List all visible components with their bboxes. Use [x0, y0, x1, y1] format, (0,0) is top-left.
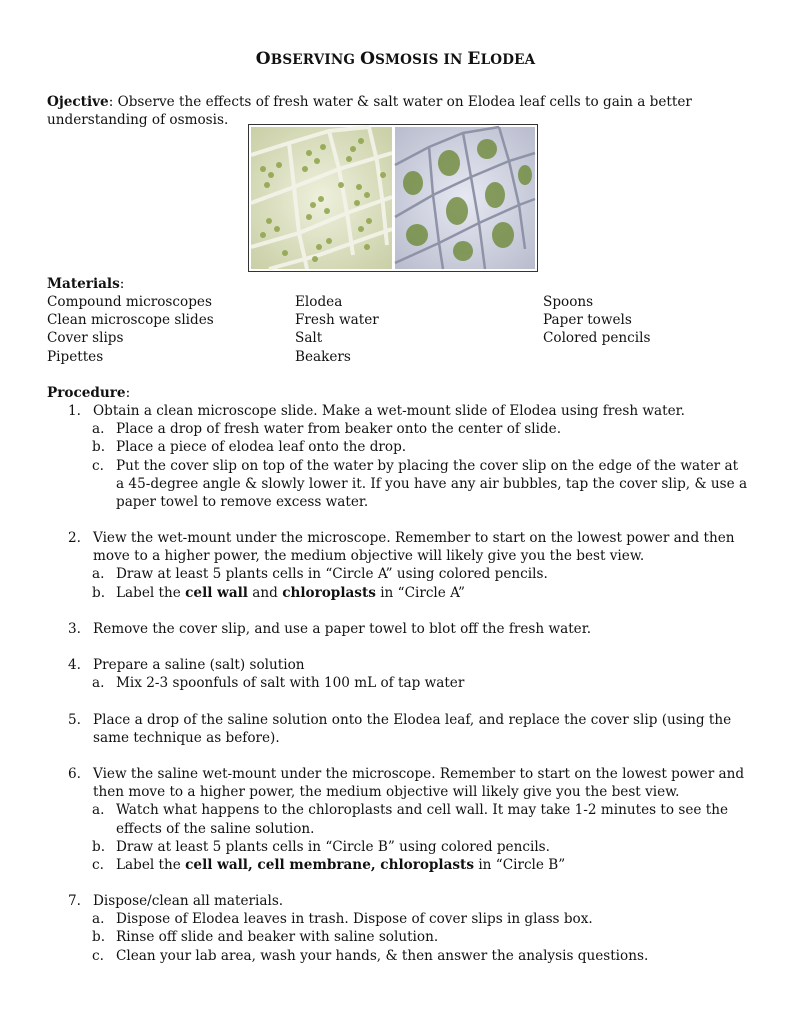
material-item: Fresh water — [295, 312, 379, 329]
material-item: Paper towels — [543, 312, 632, 329]
material-item: Beakers — [295, 348, 351, 365]
substep-1c: c. Put the cover slip on top of the water by placing the cover slip on the edge of the water at a 45-degree angle & slowly lower it. If you have any air bubbles, tap the cover slip, & use a paper towel to remove excess water. — [92, 457, 748, 511]
saline-cells-image — [395, 127, 535, 269]
procedure-step-7: 7. Dispose/clean all materials. a. Dispose of Elodea leaves in trash. Dispose of cover slips in glass box. b. Rinse off slide and beaker with saline solution. c. Clean your lab area, wash your hands, & then answer the analysis questions. — [68, 892, 748, 965]
material-item: Spoons — [543, 294, 594, 310]
substep-7c: c. Clean your lab area, wash your hands, & then answer the analysis questions. — [92, 947, 649, 964]
procedure-step-3: 3. Remove the cover slip, and use a paper towel to blot off the fresh water. — [68, 621, 592, 637]
fresh-water-cells-image — [251, 127, 392, 269]
procedure-step-4: 4. Prepare a saline (salt) solution a. Mix 2-3 spoonfuls of salt with 100 mL of tap water — [68, 656, 748, 692]
objective-label: Ojective — [47, 94, 109, 110]
material-item: Clean microscope slides — [47, 312, 214, 329]
procedure-heading: Procedure: — [47, 385, 131, 401]
procedure-step-2: 2. View the wet-mount under the microscope. Remember to start on the lowest power and then move to a higher power, the medium objective will likely give you the best view. a. Draw at least 5 plants cells in “Circle A” using colored pencils. b. Label the cell wall and chloroplasts in “Circle A” — [68, 529, 748, 602]
material-item: Compound microscopes — [47, 294, 212, 310]
material-item: Pipettes — [47, 348, 104, 365]
material-item: Colored pencils — [543, 330, 651, 347]
material-item: Cover slips — [47, 330, 124, 347]
substep-4a: a. Mix 2-3 spoonfuls of salt with 100 mL of tap water — [92, 675, 465, 692]
substep-6b: b. Draw at least 5 plants cells in “Circle B” using colored pencils. — [92, 838, 550, 855]
substep-7a: a. Dispose of Elodea leaves in trash. Dispose of cover slips in glass box. — [92, 911, 593, 928]
procedure-step-5: 5. Place a drop of the saline solution onto the Elodea leaf, and replace the cover slip (using the same technique as before). — [68, 712, 732, 747]
materials-column-2 — [295, 293, 379, 366]
substep-1a: a. Place a drop of fresh water from beaker onto the center of slide. — [92, 421, 562, 438]
substep-6a: a. Watch what happens to the chloroplasts and cell wall. It may take 1-2 minutes to see the effects of the saline solution. — [92, 802, 729, 837]
material-item: Salt — [295, 330, 323, 347]
materials-column-1 — [47, 293, 214, 366]
materials-heading: Materials: — [47, 276, 125, 292]
substep-7b: b. Rinse off slide and beaker with saline solution. — [92, 929, 439, 946]
procedure-step-1: 1. Obtain a clean microscope slide. Make a wet-mount slide of Elodea using fresh water. a. Place a drop of fresh water from beaker onto the center of slide. b. Place a piece of elodea leaf onto the drop. c. Put the cover slip on top of the water by placing the cover slip on the edge of the water at a 45-degree angle & slowly lower it. If you have any air bubbles, tap the cover slip, & use a paper towel to remove excess water. — [68, 403, 748, 511]
substep-1b: b. Place a piece of elodea leaf onto the drop. — [92, 439, 407, 456]
page-title: OBSERVING OSMOSIS IN ELODEA — [255, 49, 536, 69]
objective-text: : Observe the effects of fresh water & salt water on Elodea leaf cells to gain a better understanding of osmosis. — [47, 94, 692, 129]
substep-2b: b. Label the cell wall and chloroplasts in “Circle A” — [92, 584, 465, 601]
substep-6c: c. Label the cell wall, cell membrane, chloroplasts in “Circle B” — [92, 857, 566, 874]
elodea-micrograph — [248, 124, 538, 272]
substep-2a: a. Draw at least 5 plants cells in “Circle A” using colored pencils. — [92, 566, 548, 583]
materials-column-3 — [543, 293, 650, 348]
procedure-step-6: 6. View the saline wet-mount under the microscope. Remember to start on the lowest power and then move to a higher power, the medium objective will likely give you the best view. a. Watch what happens to the chloroplasts and cell wall. It may take 1-2 minutes to see the effects of the saline solution. b. Draw at least 5 plants cells in “Circle B” using colored pencils. c. Label the cell wall, cell membrane, chloroplasts in “Circle B” — [68, 765, 748, 874]
material-item: Elodea — [295, 294, 343, 310]
